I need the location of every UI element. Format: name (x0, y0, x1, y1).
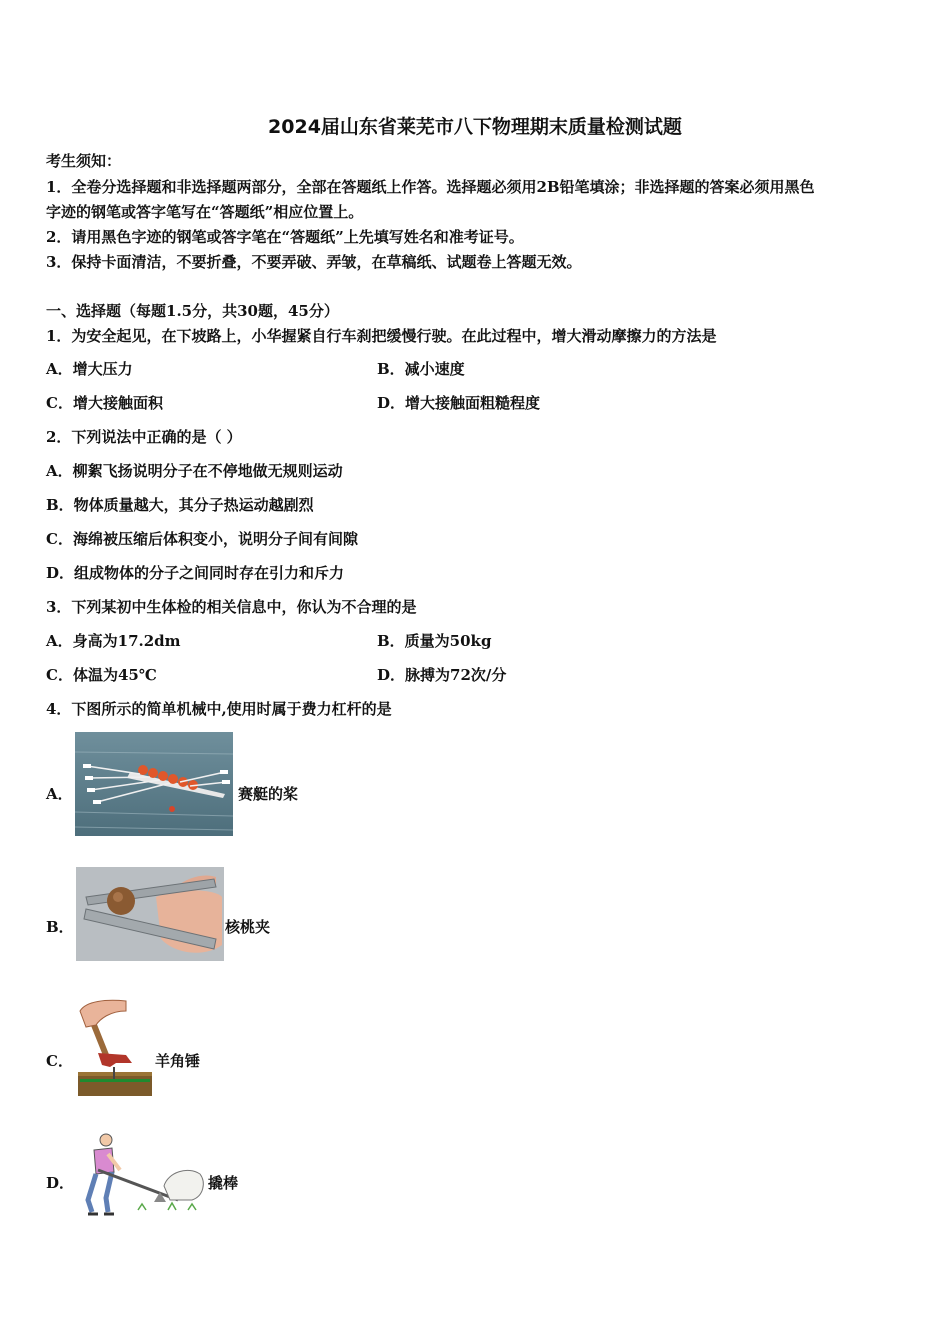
question-1-option-c: C．增大接触面积 (46, 394, 163, 412)
question-3-option-c: C．体温为45℃ (46, 666, 157, 684)
question-4-option-a-letter: A． (46, 785, 73, 803)
question-1-option-d: D．增大接触面粗糙程度 (377, 394, 541, 412)
claw-hammer-drawing (76, 997, 154, 1099)
rowing-boat-photo (75, 732, 233, 836)
question-4-option-d-letter: D． (46, 1174, 75, 1192)
question-4-option-d-label: 撬棒 (208, 1174, 239, 1192)
question-2-option-a: A．柳絮飞扬说明分子在不停地做无规则运动 (46, 462, 343, 480)
section-heading: 一、选择题（每题1.5分，共30题，45分） (46, 302, 339, 320)
notice-line-1: 1．全卷分选择题和非选择题两部分，全部在答题纸上作答。选择题必须用2B铅笔填涂；非选择题的答案必须用黑色 (46, 178, 815, 196)
question-4-option-c-letter: C． (46, 1052, 73, 1070)
question-1-option-a: A．增大压力 (46, 360, 133, 378)
question-4-option-c-label: 羊角锤 (155, 1052, 201, 1070)
page-title: 2024届山东省莱芜市八下物理期末质量检测试题 (268, 116, 682, 138)
question-4-option-b-label: 核桃夹 (225, 918, 271, 936)
question-3-option-b: B．质量为50kg (377, 632, 492, 650)
question-3-stem: 3．下列某初中生体检的相关信息中，你认为不合理的是 (46, 598, 417, 616)
notice-heading: 考生须知： (46, 152, 122, 170)
question-2-option-d: D．组成物体的分子之间同时存在引力和斥力 (46, 564, 345, 582)
question-3-option-d: D．脉搏为72次/分 (377, 666, 507, 684)
question-4-stem: 4．下图所示的简单机械中,使用时属于费力杠杆的是 (46, 700, 392, 718)
question-1-option-b: B．减小速度 (377, 360, 465, 378)
notice-line-3: 3．保持卡面清洁，不要折叠，不要弄破、弄皱，在草稿纸、试题卷上答题无效。 (46, 253, 582, 271)
notice-line-2: 2．请用黑色字迹的钢笔或答字笔在“答题纸”上先填写姓名和准考证号。 (46, 228, 524, 246)
question-3-option-a: A．身高为17.2dm (46, 632, 181, 650)
question-1-stem: 1．为安全起见，在下坡路上，小华握紧自行车刹把缓慢行驶。在此过程中，增大滑动摩擦力的方法是 (46, 327, 717, 345)
question-2-stem: 2．下列说法中正确的是（ ） (46, 428, 242, 446)
notice-line-1-cont: 字迹的钢笔或答字笔写在“答题纸”相应位置上。 (46, 203, 364, 221)
question-2-option-c: C．海绵被压缩后体积变小，说明分子间有间隙 (46, 530, 358, 548)
nutcracker-photo (76, 867, 224, 961)
question-4-option-a-label: 赛艇的桨 (238, 785, 299, 803)
question-4-option-b-letter: B． (46, 918, 74, 936)
question-2-option-b: B．物体质量越大，其分子热运动越剧烈 (46, 496, 314, 514)
crowbar-lever-drawing (68, 1130, 208, 1222)
